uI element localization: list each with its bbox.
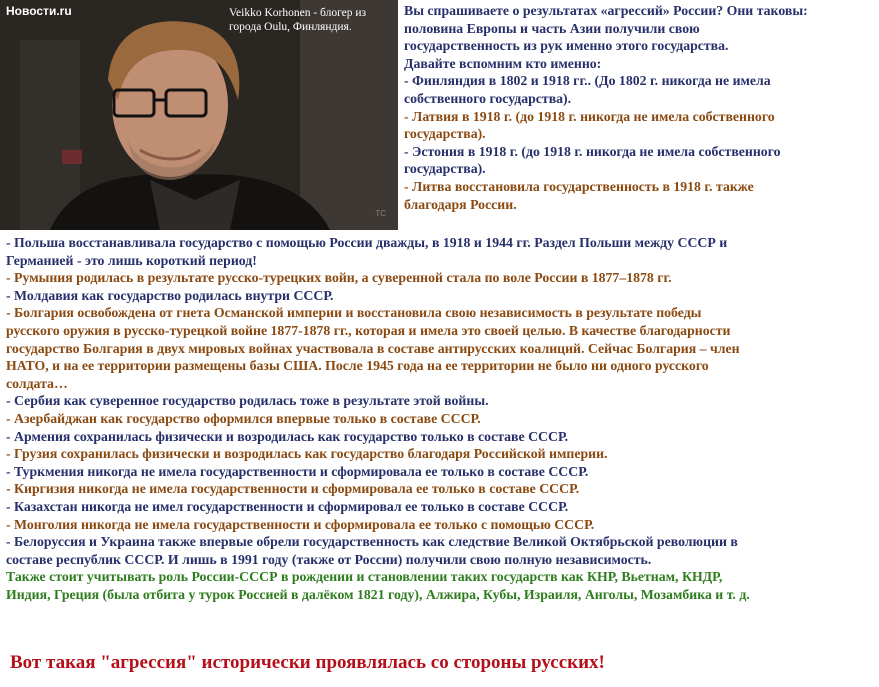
- body-line: - Монголия никогда не имела государственности и сформировала ее только с помощью СССР.: [6, 516, 595, 532]
- footer-slogan: Вот такая "агрессия" исторически проявлялась со стороны русских!: [10, 652, 605, 673]
- body-line: - Армения сохранилась физически и возродилась как государство только в составе СССР.: [6, 428, 569, 444]
- body-line: - Азербайджан как государство оформился впервые только в составе СССР.: [6, 410, 481, 426]
- body-line: - Туркмения никогда не имела государственности и сформировала ее только в составе СССР.: [6, 463, 589, 479]
- corner-mark: TC: [375, 209, 386, 218]
- body-line: НАТО, и на ее территории размещены базы США. После 1945 года на ее территории не было ни одного русского: [6, 358, 709, 374]
- photo-caption: Veikko Korhonen - блогер из города Oulu, Финляндия.: [229, 7, 367, 33]
- body-line: - Сербия как суверенное государство родилась тоже в результате этой войны.: [6, 393, 489, 409]
- intro-line: собственного государства).: [404, 90, 572, 106]
- body-line: государство Болгария в двух мировых войнах участвовала в составе антирусских коалиций. Сейчас Болгария – член: [6, 340, 740, 356]
- body-line: - Казахстан никогда не имел государственности и сформировал ее только в составе СССР.: [6, 498, 569, 514]
- body-line: солдата…: [6, 375, 68, 391]
- portrait-photo: [0, 0, 398, 230]
- intro-line: государства).: [404, 161, 486, 177]
- intro-line: Давайте вспомним кто именно:: [404, 55, 602, 71]
- body-line: русского оружия в русско-турецкой войне 1877-1878 гг., которая и имела это своей целью. В качестве благодарности: [6, 322, 731, 338]
- body-line: - Молдавия как государство родилась внутри СССР.: [6, 287, 334, 303]
- intro-line: - Финляндия в 1802 и 1918 гг.. (До 1802 г. никогда не имела: [404, 73, 771, 89]
- body-line: - Румыния родилась в результате русско-турецких войн, а суверенной стала по воле России в 1877–1878 гг.: [6, 270, 672, 286]
- main-text-block: [6, 234, 876, 603]
- intro-line: - Латвия в 1918 г. (до 1918 г. никогда не имела собственного: [404, 108, 775, 124]
- intro-line: - Литва восстановила государственность в 1918 г. также: [404, 178, 754, 194]
- intro-text-block: [404, 2, 874, 213]
- portrait-illustration: [0, 0, 398, 230]
- body-line: составе республик СССР. И лишь в 1991 году (также от России) получили свою полную независимость.: [6, 551, 652, 567]
- intro-line: - Эстония в 1918 г. (до 1918 г. никогда не имела собственного: [404, 143, 781, 159]
- intro-line: государственность из рук именно этого государства.: [404, 38, 729, 54]
- body-line: Германией - это лишь короткий период!: [6, 252, 257, 268]
- body-line: - Болгария освобождена от гнета Османской империи и восстановила свою независимость в результате победы: [6, 305, 702, 321]
- intro-line: благодаря России.: [404, 196, 517, 212]
- body-line: Также стоит учитывать роль России-СССР в рождении и становлении таких государств как КНР, Вьетнам, КНДР,: [6, 569, 723, 585]
- body-line: - Грузия сохранилась физически и возродилась как государство благодаря Российской империи.: [6, 446, 608, 462]
- body-line: - Белоруссия и Украина также впервые обрели государственность как следствие Великой Октябрьской революции в: [6, 534, 738, 550]
- watermark-logo: Новости.ru: [6, 4, 72, 18]
- body-line: - Киргизия никогда не имела государственности и сформировала ее только в составе СССР.: [6, 481, 580, 497]
- intro-line: государства).: [404, 126, 486, 142]
- body-line: Индия, Греция (была отбита у турок Россией в далёком 1821 году), Алжира, Кубы, Израиля, Анголы, Мозамбика и т. д.: [6, 586, 750, 602]
- body-line: - Польша восстанавливала государство с помощью России дважды, в 1918 и 1944 гг. Раздел Польши между СССР и: [6, 235, 728, 250]
- intro-line: половина Европы и часть Азии получили свою: [404, 20, 700, 36]
- intro-line: Вы спрашиваете о результатах «агрессий» России? Они таковы:: [404, 3, 808, 18]
